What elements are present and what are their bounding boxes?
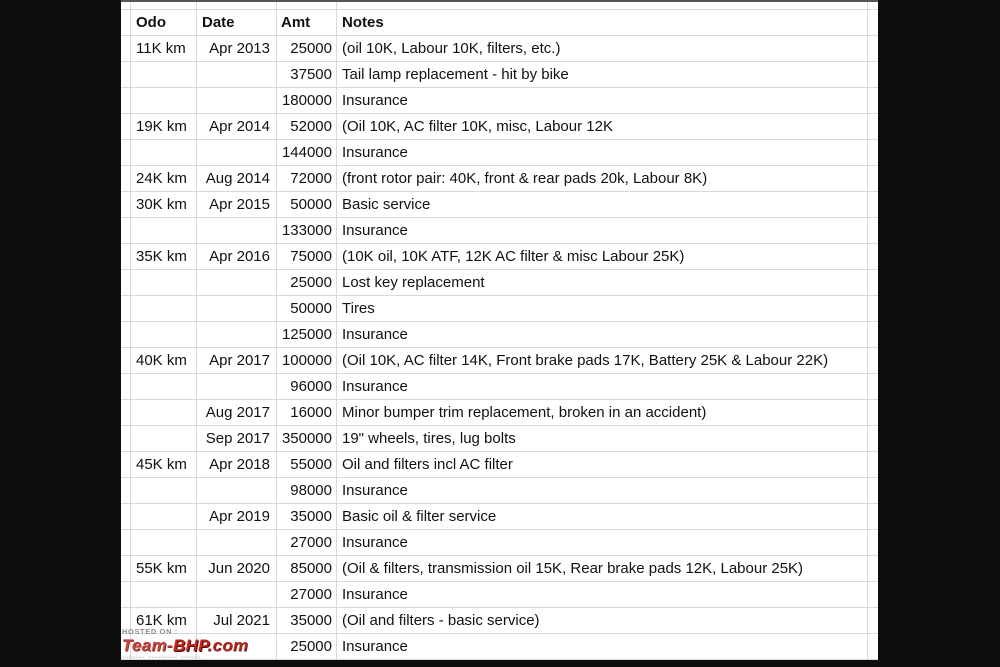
cell-sliver [121, 634, 131, 659]
cell-odo[interactable] [131, 62, 197, 87]
cell-notes[interactable]: Insurance [337, 530, 868, 555]
cell-amt[interactable]: 133000 [277, 218, 337, 243]
cell-sliver [121, 608, 131, 633]
header-notes[interactable]: Notes [337, 10, 868, 35]
cell-date[interactable]: Apr 2018 [197, 452, 277, 477]
cell-date[interactable] [197, 140, 277, 165]
cell-date[interactable] [197, 478, 277, 503]
cell-sliver [121, 582, 131, 607]
cell-sliver [121, 36, 131, 61]
cell-amt[interactable]: 25000 [277, 36, 337, 61]
cell-last [868, 504, 878, 529]
cell-amt[interactable]: 35000 [277, 504, 337, 529]
cell-notes[interactable]: Lost key replacement [337, 270, 868, 295]
cell-date[interactable]: Apr 2017 [197, 348, 277, 373]
cell-last [868, 582, 878, 607]
cell-amt[interactable]: 100000 [277, 348, 337, 373]
table-row [121, 36, 878, 62]
cell-odo[interactable]: 11K km [131, 36, 197, 61]
cell-sliver [121, 88, 131, 113]
cell-odo[interactable]: 30K km [131, 192, 197, 217]
spreadsheet-table [121, 0, 878, 660]
cell-notes[interactable]: Insurance [337, 582, 868, 607]
cell-notes[interactable]: (Oil and filters - basic service) [337, 608, 868, 633]
cell-date[interactable]: Apr 2016 [197, 244, 277, 269]
cell-notes[interactable]: Insurance [337, 88, 868, 113]
cell-amt[interactable]: 96000 [277, 374, 337, 399]
cell-date[interactable] [197, 218, 277, 243]
cell-amt[interactable]: 98000 [277, 478, 337, 503]
cell-odo[interactable] [131, 218, 197, 243]
cell-sliver [121, 530, 131, 555]
cell-amt[interactable]: 350000 [277, 426, 337, 451]
cell-odo[interactable] [131, 270, 197, 295]
cell-sliver [121, 114, 131, 139]
cell-sliver [121, 62, 131, 87]
table-row [121, 582, 878, 608]
cell-date[interactable] [197, 88, 277, 113]
cell-date[interactable]: Aug 2014 [197, 166, 277, 191]
table-row [121, 504, 878, 530]
cell-date[interactable] [197, 374, 277, 399]
cell-last [868, 192, 878, 217]
table-row [121, 478, 878, 504]
cell-sliver [121, 166, 131, 191]
table-row [121, 114, 878, 140]
cell-last [868, 322, 878, 347]
cell-notes[interactable]: (Oil & filters, transmission oil 15K, Rear brake pads 12K, Labour 25K) [337, 556, 868, 581]
cell-last [868, 36, 878, 61]
table-row [121, 556, 878, 582]
cell-notes[interactable]: (oil 10K, Labour 10K, filters, etc.) [337, 36, 868, 61]
cell-date[interactable]: Apr 2013 [197, 36, 277, 61]
cell-last [868, 374, 878, 399]
cell-last [868, 270, 878, 295]
cell-sliver [121, 374, 131, 399]
table-row [121, 452, 878, 478]
cell-last [868, 400, 878, 425]
toolbar-edge-line [121, 0, 878, 2]
cell-odo[interactable] [131, 504, 197, 529]
cell-amt[interactable]: 27000 [277, 530, 337, 555]
cell-sliver [121, 400, 131, 425]
cell-sliver [121, 556, 131, 581]
cell-sliver [121, 244, 131, 269]
cell-date[interactable] [197, 530, 277, 555]
cell-notes[interactable]: Insurance [337, 634, 868, 659]
cell-odo[interactable] [131, 634, 197, 659]
cell-last [868, 244, 878, 269]
table-row [121, 140, 878, 166]
cell-amt[interactable]: 75000 [277, 244, 337, 269]
cell-notes[interactable]: (front rotor pair: 40K, front & rear pads 20k, Labour 8K) [337, 166, 868, 191]
table-row [121, 296, 878, 322]
table-row [121, 348, 878, 374]
cell-last [868, 452, 878, 477]
cell-amt[interactable]: 144000 [277, 140, 337, 165]
cell-notes[interactable]: Basic oil & filter service [337, 504, 868, 529]
cell-last [868, 478, 878, 503]
cell-odo[interactable] [131, 88, 197, 113]
cell-last [868, 88, 878, 113]
cell-notes[interactable]: Tail lamp replacement - hit by bike [337, 62, 868, 87]
cell-notes[interactable]: Insurance [337, 140, 868, 165]
cell-odo[interactable]: 61K km [131, 608, 197, 633]
header-cell-last [868, 10, 878, 35]
cell-last [868, 608, 878, 633]
table-row [121, 88, 878, 114]
cell-odo[interactable] [131, 322, 197, 347]
cell-notes[interactable]: (Oil 10K, AC filter 14K, Front brake pads 17K, Battery 25K & Labour 22K) [337, 348, 868, 373]
header-row [121, 10, 878, 36]
cell-amt[interactable]: 25000 [277, 634, 337, 659]
cell-sliver [121, 426, 131, 451]
table-row [121, 270, 878, 296]
cell-date[interactable]: Sep 2017 [197, 426, 277, 451]
table-row [121, 322, 878, 348]
cell-date[interactable]: Apr 2019 [197, 504, 277, 529]
table-row [121, 634, 878, 660]
cell-date[interactable] [197, 634, 277, 659]
table-body [121, 36, 878, 660]
cell-amt[interactable]: 25000 [277, 270, 337, 295]
cell-sliver [121, 348, 131, 373]
cell-odo[interactable]: 40K km [131, 348, 197, 373]
cell-odo[interactable] [131, 478, 197, 503]
cell-date[interactable] [197, 270, 277, 295]
logo-com-part: .com [207, 636, 249, 655]
table-row [121, 374, 878, 400]
cell-date[interactable]: Aug 2017 [197, 400, 277, 425]
table-row [121, 192, 878, 218]
cell-amt[interactable]: 37500 [277, 62, 337, 87]
cell-date[interactable] [197, 62, 277, 87]
cell-odo[interactable] [131, 296, 197, 321]
cell-last [868, 166, 878, 191]
table-row [121, 244, 878, 270]
cell-notes[interactable]: (10K oil, 10K ATF, 12K AC filter & misc Labour 25K) [337, 244, 868, 269]
cell-odo[interactable] [131, 426, 197, 451]
header-date[interactable]: Date [197, 10, 277, 35]
cell-amt[interactable]: 35000 [277, 608, 337, 633]
cell-amt[interactable]: 50000 [277, 296, 337, 321]
header-odo[interactable]: Odo [131, 10, 197, 35]
cell-odo[interactable] [131, 400, 197, 425]
cell-amt[interactable]: 52000 [277, 114, 337, 139]
logo-bhp-part: BHP [172, 636, 208, 655]
cell-notes[interactable]: 19" wheels, tires, lug bolts [337, 426, 868, 451]
cell-date[interactable] [197, 582, 277, 607]
cell-amt[interactable]: 16000 [277, 400, 337, 425]
header-amt[interactable]: Amt [277, 10, 337, 35]
cell-date[interactable] [197, 322, 277, 347]
cell-notes[interactable]: (Oil 10K, AC filter 10K, misc, Labour 12K [337, 114, 868, 139]
cell-date[interactable]: Apr 2014 [197, 114, 277, 139]
cell-odo[interactable]: 19K km [131, 114, 197, 139]
cell-sliver [121, 218, 131, 243]
cell-date[interactable] [197, 296, 277, 321]
cell-notes[interactable]: Oil and filters incl AC filter [337, 452, 868, 477]
cell-last [868, 140, 878, 165]
cell-notes[interactable]: Insurance [337, 374, 868, 399]
cell-amt[interactable]: 50000 [277, 192, 337, 217]
cell-sliver [121, 270, 131, 295]
table-row [121, 166, 878, 192]
table-row [121, 62, 878, 88]
table-row [121, 400, 878, 426]
cell-last [868, 62, 878, 87]
logo-tagline-illegible: ▪▪▪▪▪▪▪ ▪▪▪▪▪▪▪▪▪ ▪▪▪▪▪▪ [122, 655, 201, 660]
cell-sliver [121, 504, 131, 529]
cell-sliver [121, 478, 131, 503]
logo-team-part: Team- [122, 636, 173, 655]
cell-last [868, 426, 878, 451]
cell-odo[interactable]: 35K km [131, 244, 197, 269]
cell-last [868, 218, 878, 243]
cell-amt[interactable]: 85000 [277, 556, 337, 581]
cell-odo[interactable] [131, 140, 197, 165]
cell-last [868, 634, 878, 659]
cell-amt[interactable]: 55000 [277, 452, 337, 477]
cell-odo[interactable] [131, 582, 197, 607]
cell-last [868, 556, 878, 581]
cell-odo[interactable]: 45K km [131, 452, 197, 477]
cell-amt[interactable]: 27000 [277, 582, 337, 607]
cell-last [868, 530, 878, 555]
cell-notes[interactable]: Basic service [337, 192, 868, 217]
cell-notes[interactable]: Insurance [337, 218, 868, 243]
cell-odo[interactable] [131, 374, 197, 399]
cell-amt[interactable]: 180000 [277, 88, 337, 113]
cell-sliver [121, 452, 131, 477]
table-row [121, 608, 878, 634]
cell-notes[interactable]: Insurance [337, 478, 868, 503]
cell-amt[interactable]: 125000 [277, 322, 337, 347]
table-row [121, 530, 878, 556]
table-row [121, 426, 878, 452]
cell-odo[interactable]: 24K km [131, 166, 197, 191]
cell-sliver [121, 296, 131, 321]
cell-date[interactable]: Apr 2015 [197, 192, 277, 217]
cell-amt[interactable]: 72000 [277, 166, 337, 191]
cell-notes[interactable]: Tires [337, 296, 868, 321]
cell-last [868, 296, 878, 321]
cell-date[interactable]: Jul 2021 [197, 608, 277, 633]
hosted-on-label: HOSTED ON : [122, 627, 178, 636]
cell-odo[interactable] [131, 530, 197, 555]
header-cell-sliver [121, 10, 131, 35]
cell-odo[interactable]: 55K km [131, 556, 197, 581]
cell-sliver [121, 322, 131, 347]
cell-notes[interactable]: Insurance [337, 322, 868, 347]
cell-last [868, 348, 878, 373]
cell-notes[interactable]: Minor bumper trim replacement, broken in an accident) [337, 400, 868, 425]
cell-sliver [121, 192, 131, 217]
cell-sliver [121, 140, 131, 165]
cell-last [868, 114, 878, 139]
cell-date[interactable]: Jun 2020 [197, 556, 277, 581]
table-row [121, 218, 878, 244]
